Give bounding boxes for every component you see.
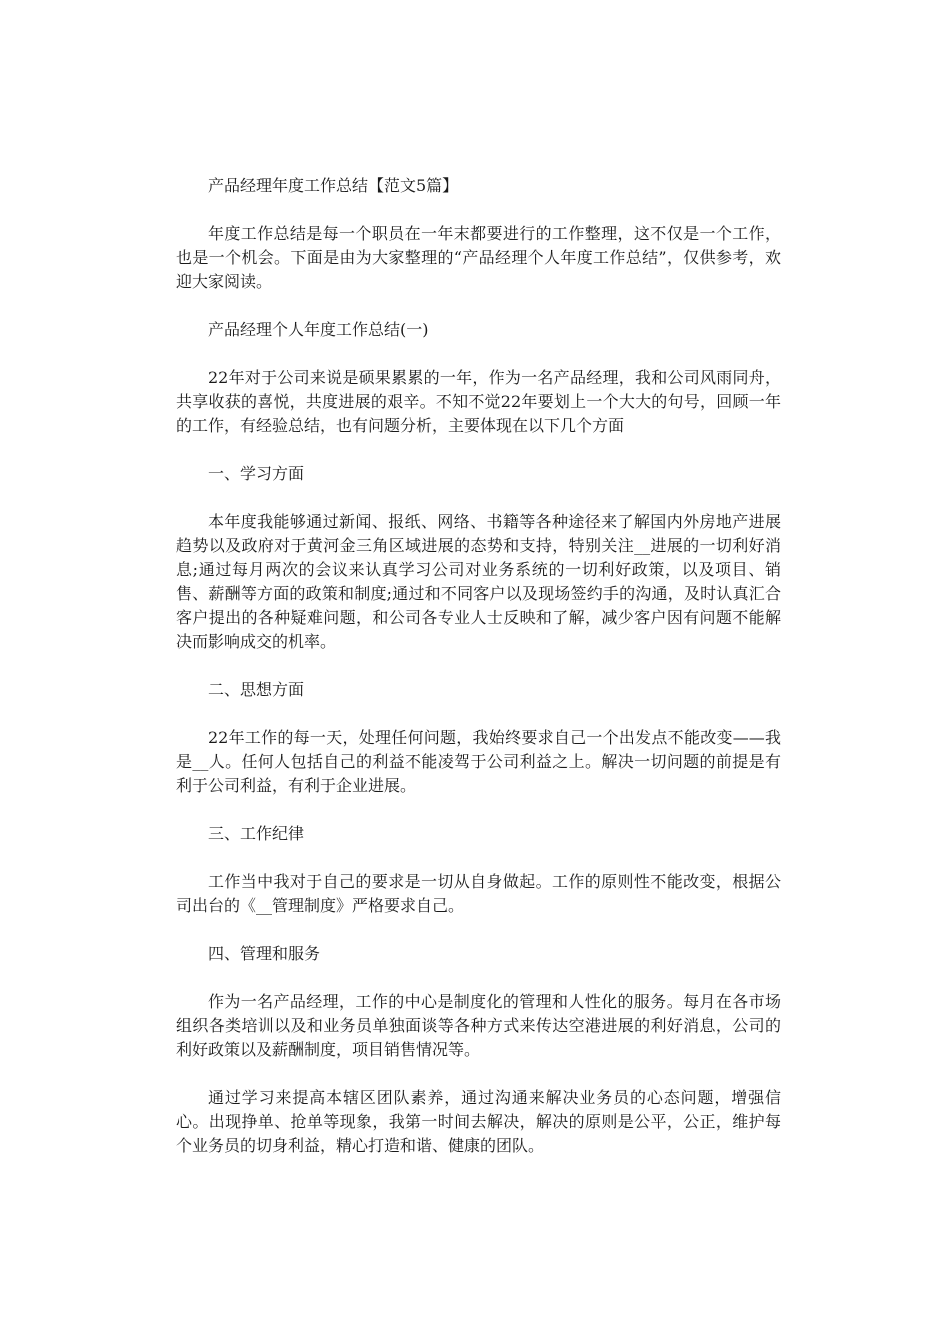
heading-thought: 二、思想方面 [208,680,305,699]
management-paragraph-1: 作为一名产品经理，工作的中心是制度化的管理和人性化的服务。每月在各市场组织各类培训以及和业务员单独面谈等各种方式来传达空港进展的利好消息，公司的利好政策以及薪酬制度，项目销售情况等。 [176,992,781,1059]
study-paragraph: 本年度我能够通过新闻、报纸、网络、书籍等各种途径来了解国内外房地产进展趋势以及政府对于黄河金三角区域进展的态势和支持，特别关注__进展的一切利好消息;通过每月两次的会议来认真学习公司对业务系统的一切利好政策，以及项目、销售、薪酬等方面的政策和制度;通过和不同客户以及现场签约手的沟通，及时认真汇合客户提出的各种疑难问题，和公司各专业人士反映和了解，减少客户因有问题不能解决而影响成交的机率。 [176,512,781,651]
heading-study: 一、学习方面 [208,464,305,483]
intro-paragraph: 年度工作总结是每一个职员在一年末都要进行的工作整理，这不仅是一个工作，也是一个机会。下面是由为大家整理的“产品经理个人年度工作总结”，仅供参考，欢迎大家阅读。 [176,224,781,291]
section-title: 产品经理个人年度工作总结(一) [208,320,429,339]
thought-paragraph: 22年工作的每一天，处理任何问题，我始终要求自己一个出发点不能改变——我是__人。任何人包括自己的利益不能凌驾于公司利益之上。解决一切问题的前提是有利于公司利益，有利于企业进展。 [176,728,781,795]
document-body [176,174,781,1182]
management-paragraph-2: 通过学习来提高本辖区团队素养，通过沟通来解决业务员的心态问题，增强信心。出现挣单、抢单等现象，我第一时间去解决，解决的原则是公平，公正，维护每个业务员的切身利益，精心打造和谐、健康的团队。 [176,1088,781,1155]
opening-paragraph: 22年对于公司来说是硕果累累的一年，作为一名产品经理，我和公司风雨同舟，共享收获的喜悦，共度进展的艰辛。不知不觉22年要划上一个大大的句号，回顾一年的工作，有经验总结，也有问题分析，主要体现在以下几个方面 [176,368,781,435]
heading-discipline: 三、工作纪律 [208,824,305,843]
document-title: 产品经理年度工作总结【范文5篇】 [208,176,459,195]
discipline-paragraph: 工作当中我对于自己的要求是一切从自身做起。工作的原则性不能改变，根据公司出台的《__管理制度》严格要求自己。 [176,872,781,915]
heading-management: 四、管理和服务 [208,944,321,963]
